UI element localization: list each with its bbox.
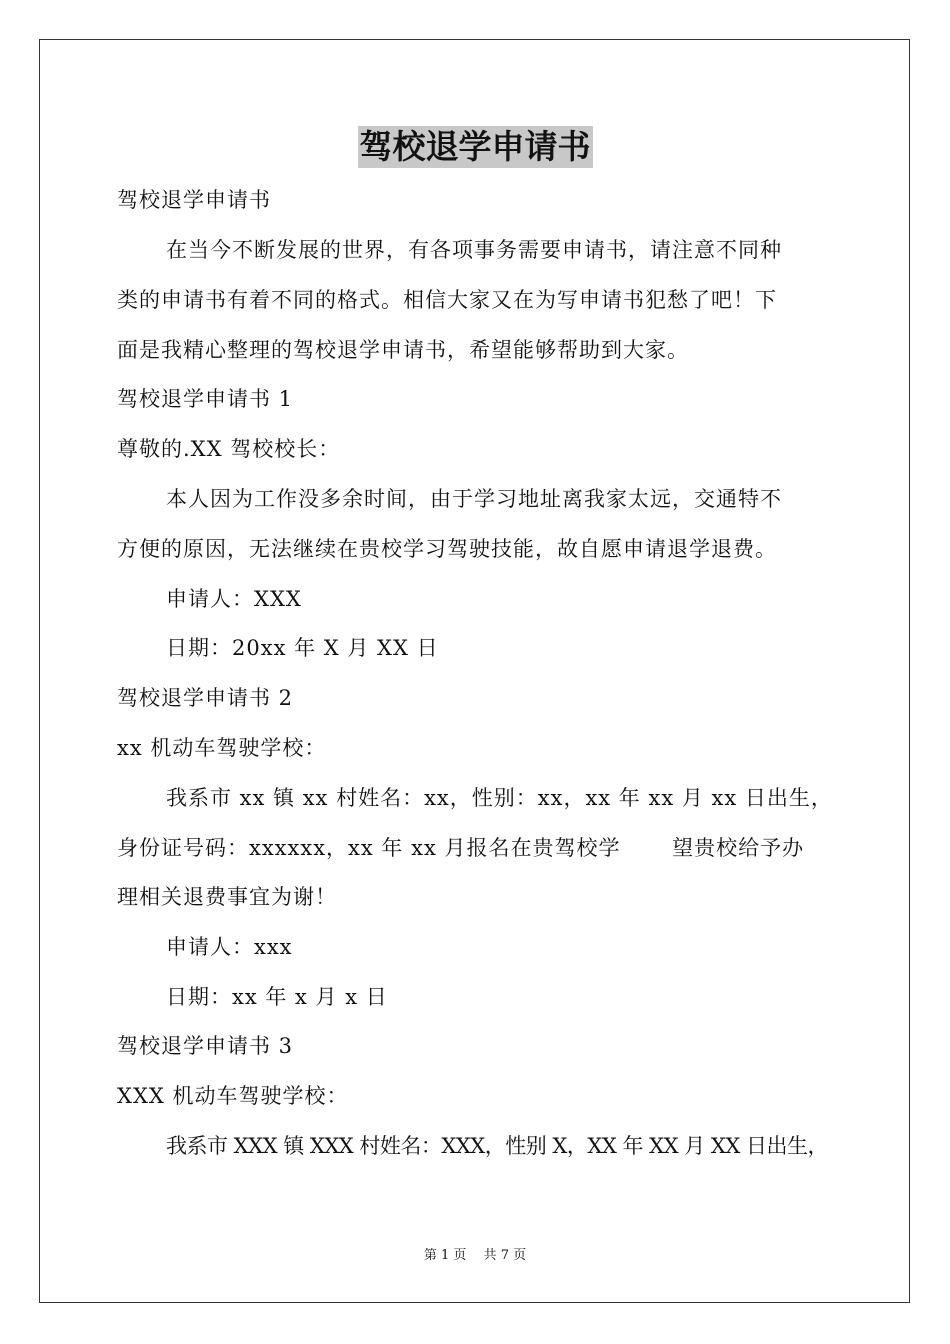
paragraph-line: 理相关退费事宜为谢！ [117, 885, 337, 909]
paragraph-line: 我系市 xx 镇 xx 村姓名：xx，性别：xx，xx 年 xx 月 xx 日出生， [166, 786, 833, 810]
date-line: 日期：xx 年 x 月 x 日 [166, 985, 388, 1009]
date-line: 日期：20xx 年 X 月 XX 日 [166, 636, 439, 660]
title-container [0, 126, 950, 168]
paragraph-line: 身份证号码：xxxxxx，xx 年 xx 月报名在贵驾校学 望贵校给予办 [117, 836, 805, 860]
page-number: 第 1 页 共 7 页 [423, 1248, 527, 1263]
paragraph-line: 类的申请书有着不同的格式。相信大家又在为写申请书犯愁了吧！下 [117, 288, 777, 312]
paragraph-line: 面是我精心整理的驾校退学申请书，希望能够帮助到大家。 [117, 338, 689, 362]
applicant-line: 申请人：XXX [166, 587, 302, 611]
applicant-line: 申请人：xxx [166, 935, 293, 959]
salutation-line: 尊敬的.XX 驾校校长： [117, 437, 341, 461]
subtitle-line: 驾校退学申请书 [117, 188, 271, 212]
salutation-line: XXX 机动车驾驶学校： [117, 1084, 349, 1108]
page-border [39, 39, 910, 1303]
paragraph-line: 我系市 XXX 镇 XXX 村姓名：XXX，性别 X，XX 年 XX 月 XX 日出生， [166, 1134, 828, 1158]
section-heading: 驾校退学申请书 2 [117, 686, 294, 710]
document-title: 驾校退学申请书 [359, 127, 591, 166]
paragraph-line: 在当今不断发展的世界，有各项事务需要申请书，请注意不同种 [166, 238, 782, 262]
salutation-line: xx 机动车驾驶学校： [117, 736, 327, 760]
paragraph-line: 本人因为工作没多余时间，由于学习地址离我家太远，交通特不 [166, 487, 782, 511]
paragraph-line: 方便的原因，无法继续在贵校学习驾驶技能，故自愿申请退学退费。 [117, 537, 777, 561]
section-heading: 驾校退学申请书 3 [117, 1034, 294, 1058]
section-heading: 驾校退学申请书 1 [117, 387, 294, 411]
